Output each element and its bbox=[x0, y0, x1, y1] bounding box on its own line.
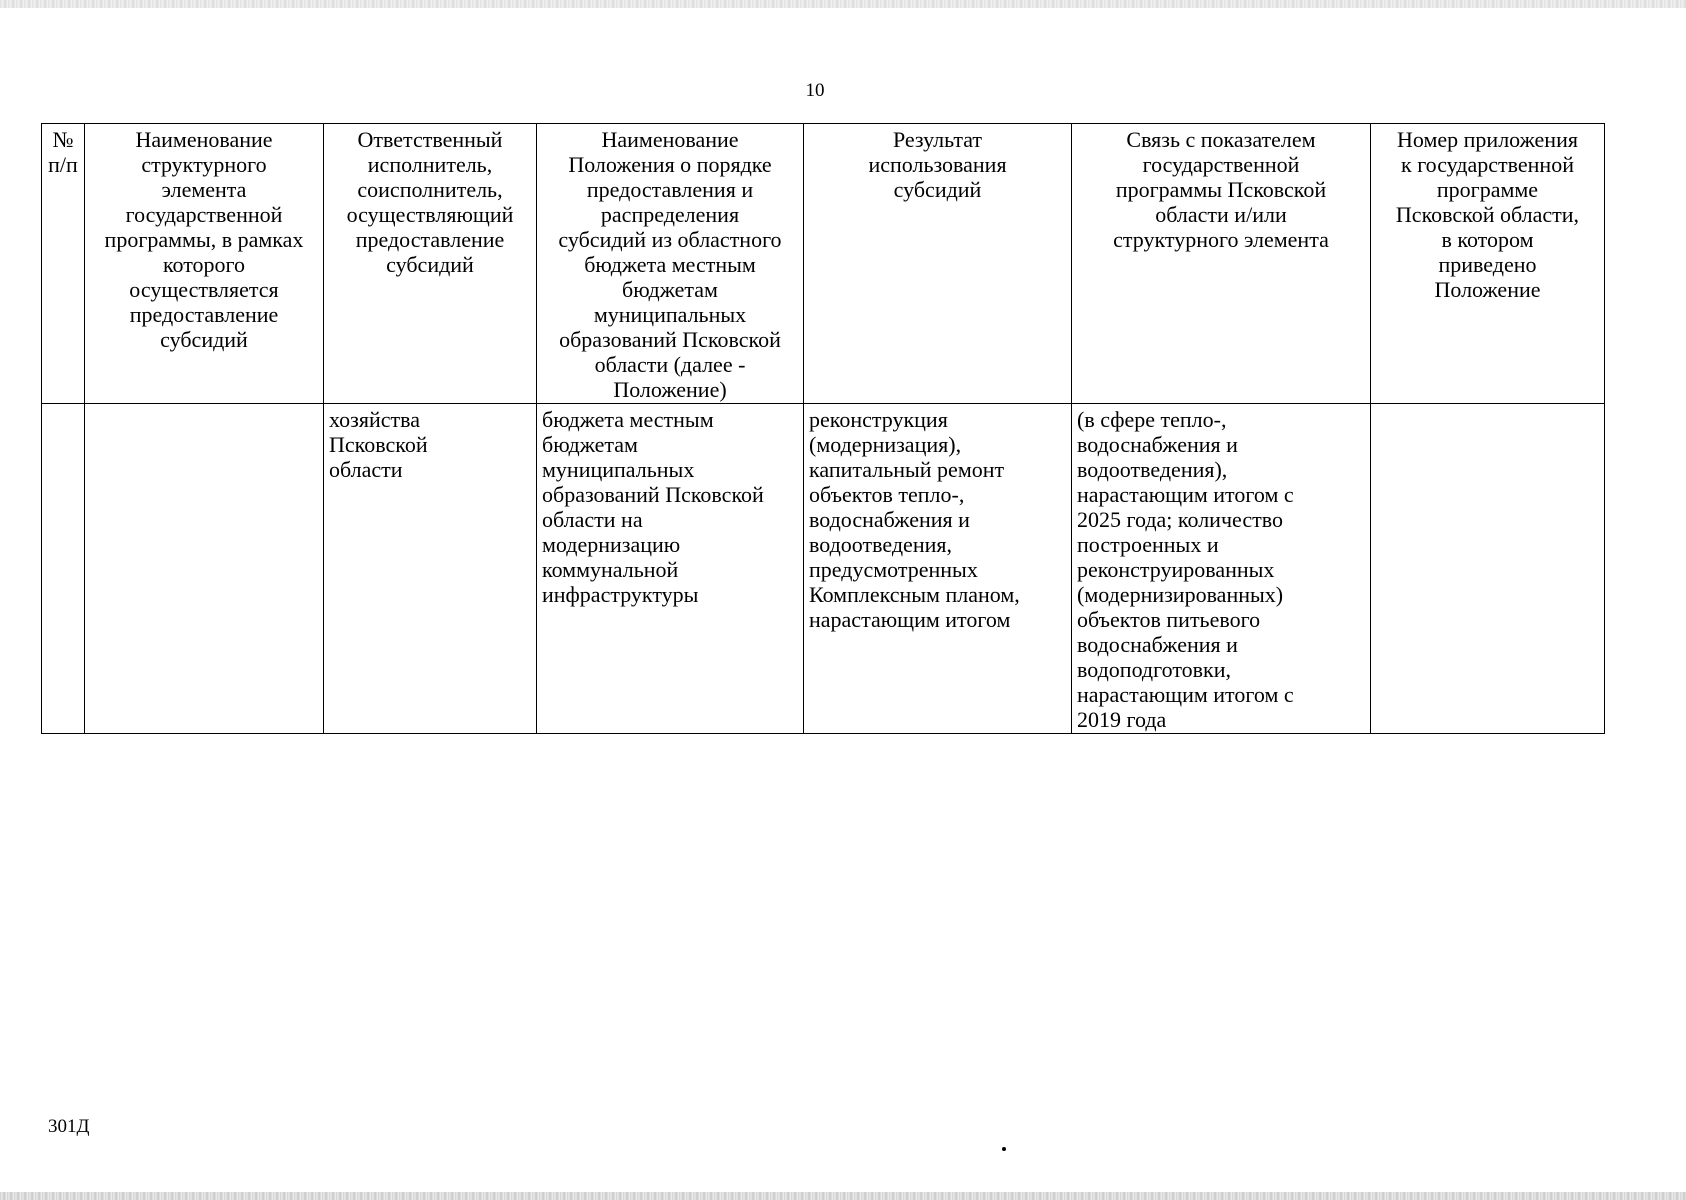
cell-indicator-link bbox=[1072, 404, 1371, 734]
header-appendix-number-text: Номер приложения к государственной программе Псковской области, в котором приведено Положение bbox=[1395, 127, 1580, 302]
scan-dot-mark bbox=[1002, 1147, 1006, 1151]
header-regulation-name bbox=[537, 124, 804, 404]
header-indicator-link bbox=[1072, 124, 1371, 404]
header-structural-element bbox=[85, 124, 324, 404]
header-regulation-name-text: Наименование Положения о порядке предоставления и распределения субсидий из областного бюджета местным бюджетам муниципальных образований Псковской области (далее - Положение) bbox=[558, 127, 782, 402]
document-code: 301Д bbox=[48, 1116, 90, 1137]
cell-indicator-link-text: (в сфере тепло-, водоснабжения и водоотведения), нарастающим итогом с 2025 года; количество построенных и реконструированных (модернизированных) объектов питьевого водоснабжения и водоподготовки, нарастающим итогом с 2019 года bbox=[1077, 407, 1294, 732]
header-number bbox=[42, 124, 85, 404]
subsidy-table bbox=[41, 123, 1605, 734]
cell-structural-element bbox=[85, 404, 324, 734]
cell-regulation-name-text: бюджета местным бюджетам муниципальных образований Псковской области на модернизацию коммунальной инфраструктуры bbox=[542, 407, 764, 607]
header-subsidy-result-text: Результат использования субсидий bbox=[868, 127, 1007, 202]
cell-responsible-executor bbox=[324, 404, 537, 734]
header-responsible-executor-text: Ответственный исполнитель, соисполнитель, осуществляющий предоставление субсидий bbox=[346, 127, 514, 277]
header-indicator-link-text: Связь с показателем государственной программы Псковской области и/или структурного элемента bbox=[1113, 127, 1329, 252]
cell-number bbox=[42, 404, 85, 734]
header-responsible-executor bbox=[324, 124, 537, 404]
table-header-row bbox=[42, 124, 1605, 404]
header-subsidy-result bbox=[804, 124, 1072, 404]
cell-subsidy-result-text: реконструкция (модернизация), капитальный ремонт объектов тепло-, водоснабжения и водоотведения, предусмотренных Комплексным планом, нарастающим итогом bbox=[809, 407, 1020, 632]
cell-responsible-executor-text: хозяйства Псковской области bbox=[329, 407, 428, 482]
cell-appendix-number bbox=[1371, 404, 1605, 734]
table-row bbox=[42, 404, 1605, 734]
header-structural-element-text: Наименование структурного элемента государственной программы, в рамках которого осуществляется предоставление субсидий bbox=[104, 127, 304, 352]
header-appendix-number bbox=[1371, 124, 1605, 404]
scan-edge-top bbox=[0, 0, 1686, 8]
page-number: 10 bbox=[805, 80, 825, 101]
scan-edge-bottom bbox=[0, 1192, 1686, 1200]
header-number-text: № п/п bbox=[48, 127, 78, 177]
cell-regulation-name bbox=[537, 404, 804, 734]
cell-subsidy-result bbox=[804, 404, 1072, 734]
